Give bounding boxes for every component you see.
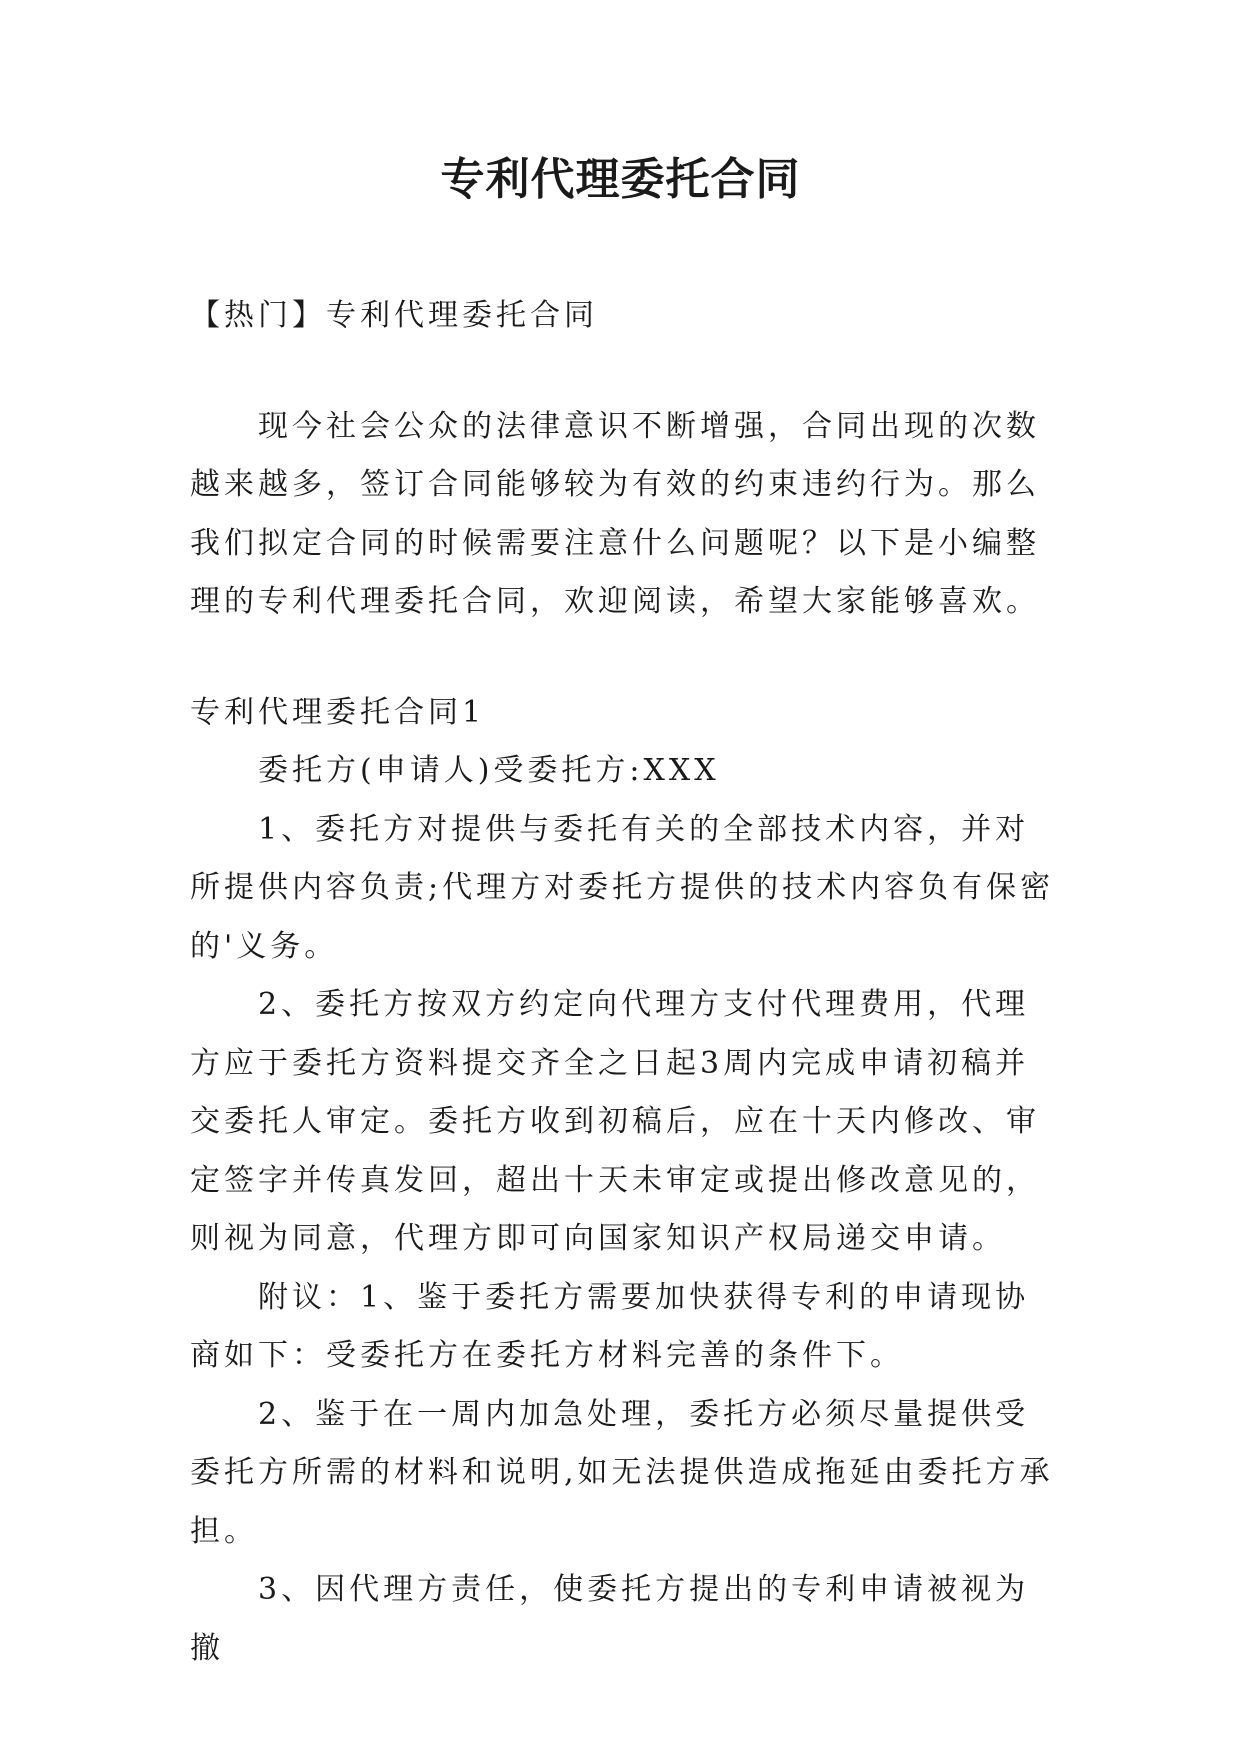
section-heading: 专利代理委托合同1 [190,694,486,730]
body-paragraph: 附议：1、鉴于委托方需要加快获得专利的申请现协商如下：受委托方在委托方材料完善的条件下。 [190,1279,1030,1373]
body-paragraph: 2、鉴于在一周内加急处理，委托方必须尽量提供受委托方所需的材料和说明,如无法提供造成拖延由委托方承担。 [190,1396,1054,1549]
body-paragraph: 3、因代理方责任，使委托方提出的专利申请被视为撤 [190,1572,1030,1666]
document-body [190,287,1058,1678]
intro-paragraph: 现今社会公众的法律意识不断增强，合同出现的次数越来越多，签订合同能够较为有效的约束违约行为。那么我们拟定合同的时候需要注意什么问题呢？以下是小编整理的专利代理委托合同，欢迎阅读，希望大家能够喜欢。 [190,408,1040,619]
document-subtitle: 【热门】专利代理委托合同 [190,298,598,333]
body-paragraph: 1、委托方对提供与委托有关的全部技术内容，并对所提供内容负责;代理方对委托方提供的技术内容负有保密的'义务。 [190,811,1055,964]
body-paragraph: 2、委托方按双方约定向代理方支付代理费用，代理方应于委托方资料提交齐全之日起3周内完成申请初稿并交委托人审定。委托方收到初稿后，应在十天内修改、审定签字并传真发回，超出十天未审定或提出修改意见的，则视为同意，代理方即可向国家知识产权局递交申请。 [190,987,1040,1256]
document-title: 专利代理委托合同 [440,154,801,205]
body-paragraph: 委托方(申请人)受委托方:XXX [258,753,720,788]
